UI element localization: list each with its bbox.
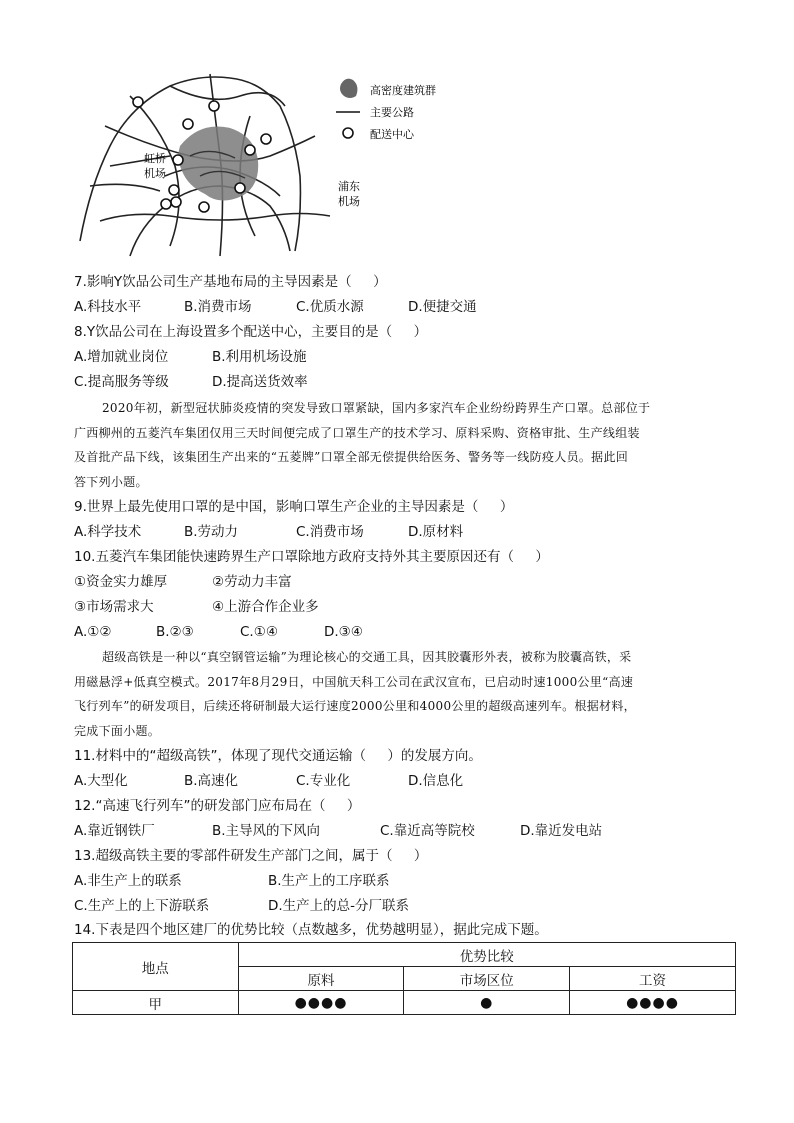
row-market-dots: ● [404, 991, 570, 1015]
row-material-dots: ●●●● [238, 991, 404, 1015]
passage2-line3: 飞行列车”的研发项目，后续还将研制最大运行速度2000公里和4000公里的超级高速列车。根据材料， [74, 699, 636, 713]
passage1-line3: 及首批产品下线，该集团生产出来的“五菱牌”口罩全部无偿提供给医务、警务等一线防疫人员。据此回 [74, 450, 629, 464]
q10-option-c: C.①④ [240, 624, 278, 640]
header-place: 地点 [73, 943, 239, 991]
high-density-area [178, 126, 258, 200]
q10-option-a: A.①② [74, 624, 112, 640]
passage1-line1: 2020年初，新型冠状肺炎疫情的突发导致口罩紧缺，国内多家汽车企业纷纷跨界生产口罩。总部位于 [102, 401, 651, 415]
q13-option-d: D.生产上的总-分厂联系 [268, 898, 410, 914]
q8-stem: 8.Y饮品公司在上海设置多个配送中心，主要目的是（ ） [74, 324, 428, 340]
legend-dense-label: 高密度建筑群 [370, 84, 436, 97]
q13-option-c: C.生产上的上下游联系 [74, 898, 210, 914]
q11-option-b: B.高速化 [184, 773, 239, 789]
label-pudong-1: 浦东 [338, 180, 360, 193]
q9-option-a: A.科学技术 [74, 524, 142, 540]
table-row [73, 991, 736, 1015]
q10-statement-3: ③市场需求大 [74, 599, 154, 615]
passage2-line1: 超级高铁是一种以“真空钢管运输”为理论核心的交通工具，因其胶囊形外表，被称为胶囊高铁，采 [102, 650, 632, 664]
passage2-line4: 完成下面小题。 [74, 723, 161, 738]
q8-option-b: B.利用机场设施 [212, 349, 307, 365]
q8-option-d: D.提高送货效率 [212, 374, 308, 390]
passage1-line4: 答下列小题。 [74, 474, 148, 489]
q9-option-d: D.原材料 [408, 524, 464, 540]
q10-statement-1: ①资金实力雄厚 [74, 574, 168, 590]
passage1-line2: 广西柳州的五菱汽车集团仅用三天时间便完成了口罩生产的技术学习、原料采购、资格审批、生产线组装 [74, 425, 640, 440]
q11-stem: 11.材料中的“超级高铁”，体现了现代交通运输（ ）的发展方向。 [74, 748, 482, 764]
header-material: 原料 [238, 967, 404, 991]
q10-option-d: D.③④ [324, 624, 363, 640]
header-market: 市场区位 [404, 967, 570, 991]
passage-hyperloop [74, 645, 724, 743]
q8-option-c: C.提高服务等级 [74, 374, 169, 390]
header-advantage: 优势比较 [238, 943, 735, 967]
q7-option-b: B.消费市场 [184, 299, 252, 315]
legend-dense-swatch [340, 79, 357, 98]
row-wage-dots: ●●●● [570, 991, 736, 1015]
q13-option-b: B.生产上的工序联系 [268, 873, 390, 889]
row-place: 甲 [73, 991, 239, 1015]
legend-center-swatch [343, 128, 353, 138]
q9-stem: 9.世界上最先使用口罩的是中国，影响口罩生产企业的主导因素是（ ） [74, 499, 514, 515]
q10-statement-4: ④上游合作企业多 [212, 599, 319, 615]
q12-option-b: B.主导风的下风向 [212, 823, 321, 839]
label-pudong-2: 机场 [338, 195, 360, 208]
q9-option-c: C.消费市场 [296, 524, 364, 540]
passage2-line2: 用磁悬浮+低真空模式。2017年8月29日，中国航天科工公司在武汉宣布，已启动时速1000公里“高速 [74, 674, 634, 689]
q11-option-a: A.大型化 [74, 773, 128, 789]
q9-option-b: B.劳动力 [184, 524, 239, 540]
q7-option-c: C.优质水源 [296, 299, 364, 315]
legend-road-label: 主要公路 [370, 106, 414, 119]
q7-option-a: A.科技水平 [74, 299, 142, 315]
q12-option-c: C.靠近高等院校 [380, 823, 475, 839]
q12-option-d: D.靠近发电站 [520, 823, 603, 839]
q14-stem: 14.下表是四个地区建厂的优势比较（点数越多，优势越明显），据此完成下题。 [74, 922, 548, 938]
q10-option-b: B.②③ [156, 624, 194, 640]
q13-stem: 13.超级高铁主要的零部件研发生产部门之间，属于（ ） [74, 848, 428, 864]
q13-option-a: A.非生产上的联系 [74, 873, 182, 889]
q10-statement-2: ②劳动力丰富 [212, 574, 292, 590]
passage-mask [74, 396, 724, 494]
distribution-map [70, 66, 450, 261]
label-hongqiao-1: 虹桥 [144, 152, 166, 165]
legend-center-label: 配送中心 [370, 128, 414, 141]
q7-stem: 7.影响Y饮品公司生产基地布局的主导因素是（ ） [74, 274, 387, 290]
q11-option-d: D.信息化 [408, 773, 464, 789]
q8-option-a: A.增加就业岗位 [74, 349, 169, 365]
q10-stem: 10.五菱汽车集团能快速跨界生产口罩除地方政府支持外其主要原因还有（ ） [74, 549, 549, 565]
q11-option-c: C.专业化 [296, 773, 351, 789]
header-wage: 工资 [570, 967, 736, 991]
q7-option-d: D.便捷交通 [408, 299, 477, 315]
advantage-table [72, 942, 736, 1015]
q12-stem: 12.“高速飞行列车”的研发部门应布局在（ ） [74, 798, 361, 814]
label-hongqiao-2: 机场 [144, 167, 166, 180]
q12-option-a: A.靠近钢铁厂 [74, 823, 155, 839]
